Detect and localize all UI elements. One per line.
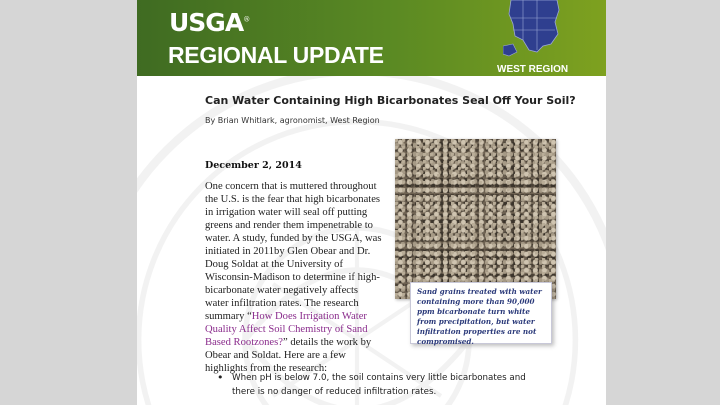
west-region-map-icon — [503, 0, 563, 60]
usga-logo: USGA® — [169, 8, 250, 37]
body-text-outro: ” details the work by Obear and Soldat. Here are a few highlights from the research: — [205, 337, 372, 374]
article-date: December 2, 2014 — [205, 160, 302, 171]
header-banner — [137, 0, 606, 76]
newsletter-page — [137, 0, 606, 405]
photo-caption: Sand grains treated with water containing more than 90,000 ppm bicarbonate turn white from precipitation, but water infiltration properties are not compromised. — [410, 282, 552, 344]
region-label: WEST REGION — [497, 64, 569, 75]
banner-title: REGIONAL UPDATE — [168, 42, 384, 68]
research-summary-link[interactable]: How Does Irrigation Water Quality Affect Soil Chemistry of Sand Based Rootzones? — [205, 311, 368, 348]
article-byline: By Brian Whitlark, agronomist, West Region — [205, 116, 380, 125]
body-text-intro: One concern that is muttered throughout the U.S. is the fear that high bicarbonates in irrigation water will seal off putting greens and render them impenetrable to water. A study, funded by the USGA, was initiated in 2011by Glen Obear and Dr. Doug Soldat at the University of Wisconsin-Madison to determine if high-bicarbonate water negatively affects water infiltration rates. The research summary “ — [205, 181, 382, 322]
sand-grains-photo — [395, 139, 556, 299]
article-body — [205, 180, 383, 375]
highlights-list — [217, 371, 547, 399]
article-headline: Can Water Containing High Bicarbonates Seal Off Your Soil? — [205, 94, 576, 107]
list-item: • When pH is below 7.0, the soil contains very little bicarbonates and there is no danger of reduced infiltration rates. — [217, 371, 547, 399]
